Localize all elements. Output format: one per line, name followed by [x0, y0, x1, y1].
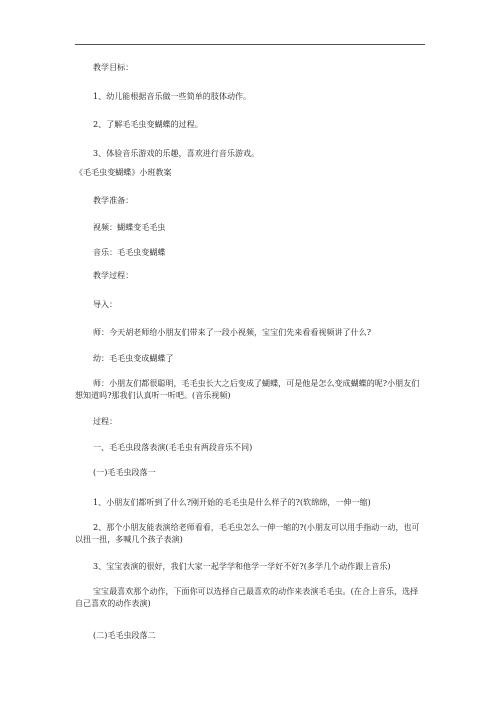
teacher-line-1: 师：今天胡老师给小朋友们带来了一段小视频，宝宝们先来看看视频讲了什么?	[93, 328, 372, 337]
step-2: 2、那个小朋友能表演给老师看看，毛毛虫怎么一伸一缩的?(小朋友可以用手指动一动，也可以扭一扭，多喊几个孩子表演)	[75, 523, 420, 544]
section-heading-preparation: 教学准备：	[93, 196, 134, 205]
favorite-action: 宝宝最喜欢那个动作，下面你可以选择自己最喜欢的动作来表演毛毛虫。(在合上音乐，选择自己喜欢的动作表演)	[75, 587, 419, 608]
step-1: 1、小朋友们都听到了什么?刚开始的毛毛虫是什么样子的?(软绵绵，一伸一缩)	[93, 498, 371, 507]
intro-heading: 导入：	[93, 300, 118, 309]
segment-one-heading: (一)毛毛虫段落一	[93, 468, 156, 477]
part-one-heading: 一、毛毛虫段落表演(毛毛虫有两段音乐不同)	[93, 443, 253, 452]
process-heading: 过程：	[93, 417, 118, 426]
preparation-video: 视频：蝴蝶变毛毛虫	[93, 223, 166, 232]
segment-two-heading: (二)毛毛虫段落二	[93, 631, 156, 640]
preparation-music: 音乐：毛毛虫变蝴蝶	[93, 248, 166, 257]
section-heading-process: 教学过程：	[93, 271, 134, 280]
child-line-1: 幼：毛毛虫变成蝴蝶了	[93, 354, 174, 363]
goal-item-3: 3、体验音乐游戏的乐趣，喜欢进行音乐游戏。	[93, 149, 260, 158]
section-heading-goals: 教学目标：	[93, 63, 134, 72]
goal-item-2: 2、了解毛毛虫变蝴蝶的过程。	[93, 120, 203, 129]
step-3: 3、宝宝表演的很好，我们大家一起学学和他学一学好不好?(多学几个动作跟上音乐)	[93, 562, 391, 571]
lesson-title: 《毛毛虫变蝴蝶》小班教案	[75, 168, 172, 177]
header-rule	[75, 44, 425, 45]
goal-item-1: 1、幼儿能根据音乐做一些简单的肢体动作。	[93, 92, 252, 101]
teacher-line-2: 师：小朋友们都很聪明，毛毛虫长大之后变成了蝴蝶，可是他是怎么变成蝴蝶的呢?小朋友们想知道吗?那我们认真听一听吧。(音乐视频)	[75, 379, 420, 400]
